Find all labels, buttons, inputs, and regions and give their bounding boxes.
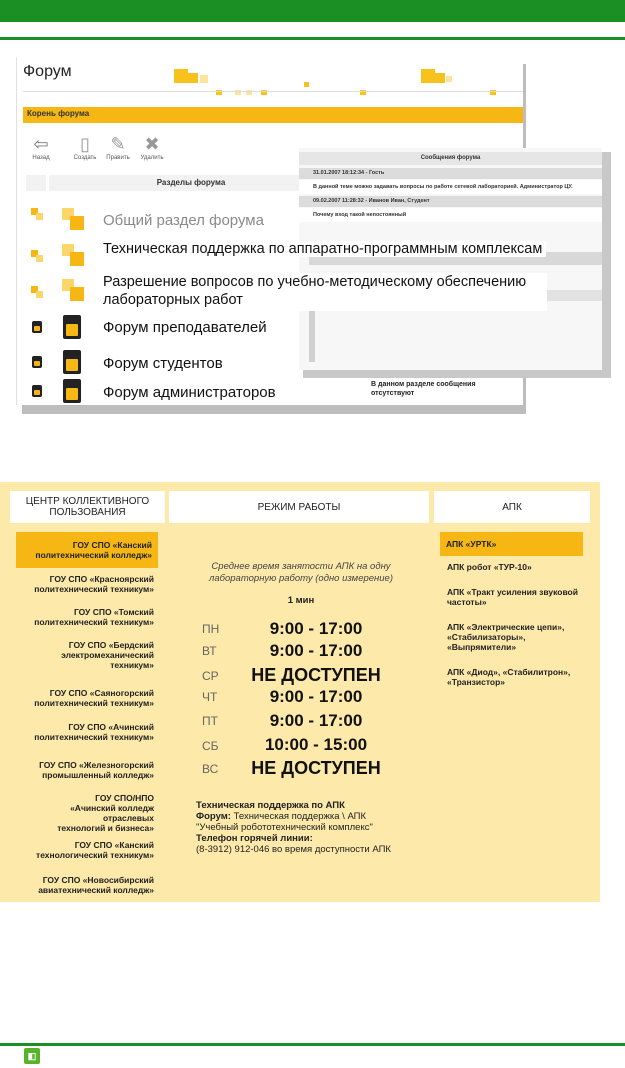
center-item-tomsk[interactable]: ГОУ СПО «Томский политехнический техникум»: [34, 607, 154, 627]
edit-button[interactable]: [100, 133, 136, 161]
apk-item-audio[interactable]: АПК «Тракт усиления звуковой частоты»: [447, 587, 578, 607]
sections-header-cell: [26, 175, 46, 191]
center-item-zheleznogorsk[interactable]: ГОУ СПО «Железногорский промышленный колледж»: [39, 760, 154, 780]
support-forum-value[interactable]: Техническая поддержка \ АПК "Учебный робототехнический комплекс": [196, 811, 373, 833]
message-meta: 31.01.2007 18:12:34 - Гость: [299, 168, 602, 179]
deco-square: [435, 73, 445, 83]
folder-squares-icon: [62, 244, 84, 266]
day-label: ПТ: [202, 714, 218, 728]
day-label: ПН: [202, 622, 220, 636]
section-link-students[interactable]: Форум студентов: [99, 355, 227, 372]
messages-title: Сообщения форума: [299, 152, 602, 165]
lock-icon: [63, 350, 85, 372]
avg-time-label: Среднее время занятости АПК на одну лабораторную работу (одно измерение): [208, 561, 394, 584]
center-item-berdsk[interactable]: ГОУ СПО «Бердский электромеханический техникум»: [61, 640, 154, 670]
center-item-sayanogorsk[interactable]: ГОУ СПО «Саяногорский политехнический техникум»: [34, 688, 154, 708]
deco-square: [188, 73, 198, 83]
deco-square: [174, 69, 188, 83]
lock-icon: [31, 385, 43, 397]
center-item-achinsk-college[interactable]: ГОУ СПО/НПО «Ачинский колледж отраслевых технологий и бизнеса»: [57, 793, 154, 833]
day-hours: 9:00 - 17:00: [269, 619, 363, 638]
deco-square: [446, 76, 452, 82]
folder-squares-icon: [62, 208, 84, 230]
delete-button[interactable]: [134, 133, 170, 161]
apk-item-tur10[interactable]: АПК робот «ТУР-10»: [447, 562, 532, 572]
pencil-icon: ✎: [110, 134, 126, 154]
center-item-krasnoyarsk[interactable]: ГОУ СПО «Красноярский политехнический техникум»: [34, 574, 154, 594]
back-button[interactable]: [23, 133, 59, 161]
message-text: В данной теме можно задавать вопросы по работе сетевой лабораторией. Администратор ЦУ.: [299, 180, 602, 194]
section-link-general[interactable]: Общий раздел форума: [99, 212, 268, 229]
day-label: ВТ: [202, 644, 217, 658]
center-item-achinsk-poly[interactable]: ГОУ СПО «Ачинский политехнический техникум»: [34, 722, 154, 742]
apk-item-urtk[interactable]: АПК «УРТК»: [440, 532, 583, 556]
create-label: Создать: [73, 155, 97, 161]
lock-icon: [31, 356, 43, 368]
sections-header: [49, 175, 333, 191]
forum-title: Форум: [23, 63, 72, 80]
top-green-bar: [0, 0, 625, 22]
center-item-novosibirsk[interactable]: ГОУ СПО «Новосибирский авиатехнический колледж»: [38, 875, 154, 895]
message-text: Почему вход такой непостоянный: [299, 208, 602, 222]
day-hours: 9:00 - 17:00: [269, 687, 363, 706]
messages-window: [299, 148, 602, 370]
day-hours: 9:00 - 17:00: [269, 711, 363, 730]
avg-time-value: 1 мин: [287, 595, 315, 606]
lock-icon: [63, 315, 85, 337]
lock-icon: [31, 321, 43, 333]
delete-label: Удалить: [140, 155, 164, 161]
apk-item-diode[interactable]: АПК «Диод», «Стабилитрон», «Транзистор»: [447, 667, 571, 687]
delete-x-icon: ✖: [144, 134, 160, 154]
create-button[interactable]: [67, 133, 103, 161]
folder-squares-icon: [62, 279, 84, 301]
message-meta: 09.02.2007 11:28:32 - Иванов Иван, Студент: [299, 196, 602, 207]
lock-icon: [63, 379, 85, 401]
hotline-label: Телефон горячей линии:: [196, 833, 313, 844]
support-forum-label: Форум:: [196, 811, 231, 822]
section-link-methodology[interactable]: Разрешение вопросов по учебно-методическому обеспечению лабораторных работ: [99, 273, 547, 311]
section-link-admins[interactable]: Форум администраторов: [99, 384, 280, 401]
folder-squares-icon: [31, 250, 43, 262]
day-hours: НЕ ДОСТУПЕН: [251, 758, 381, 778]
back-label: Назад: [32, 155, 50, 161]
breadcrumb-bar[interactable]: [23, 107, 523, 123]
day-label: ВС: [202, 762, 219, 776]
day-label: СБ: [202, 739, 219, 753]
new-document-icon: ▯: [80, 134, 90, 154]
section-link-teachers[interactable]: Форум преподавателей: [99, 319, 271, 336]
day-label: ЧТ: [202, 690, 218, 704]
day-label: СР: [202, 669, 219, 683]
center-item-kansk-poly[interactable]: ГОУ СПО «Канский политехнический колледж»: [16, 532, 158, 568]
day-hours: 9:00 - 17:00: [269, 641, 363, 660]
day-hours: 10:00 - 15:00: [264, 735, 368, 754]
center-item-kansk-tech[interactable]: ГОУ СПО «Канский технологический техникум»: [36, 840, 154, 860]
centers-header: ЦЕНТР КОЛЛЕКТИВНОГО ПОЛЬЗОВАНИЯ: [10, 491, 165, 523]
bottom-divider: [0, 1043, 625, 1046]
support-title: Техническая поддержка по АПК: [196, 800, 345, 811]
breadcrumb[interactable]: Корень форума: [27, 109, 90, 118]
section-link-tech-support[interactable]: Техническая поддержка по аппаратно-программным комплексам: [99, 241, 546, 257]
back-arrow-icon: ⇦: [33, 134, 49, 154]
sections-header-label: Разделы форума: [156, 178, 226, 187]
apk-header: АПК: [434, 491, 590, 523]
mode-header: РЕЖИМ РАБОТЫ: [169, 491, 429, 523]
empty-note: [371, 380, 491, 398]
header-strip: [23, 91, 523, 92]
day-hours: НЕ ДОСТУПЕН: [251, 665, 381, 685]
support-info: [196, 800, 406, 855]
edit-label: Править: [106, 155, 130, 161]
folder-squares-icon: [31, 286, 43, 298]
deco-square: [200, 75, 208, 83]
folder-squares-icon: [31, 208, 43, 220]
logo-icon: ◧: [24, 1048, 40, 1064]
empty-note-text: В данном разделе сообщения отсутствуют: [371, 381, 476, 397]
top-divider: [0, 37, 625, 40]
apk-item-circuits[interactable]: АПК «Электрические цепи», «Стабилизаторы», «Выпрямители»: [447, 622, 565, 652]
hotline-value: (8-3912) 912-046 во время доступности АПК: [196, 844, 391, 855]
deco-square: [421, 69, 435, 83]
deco-square: [304, 82, 309, 87]
